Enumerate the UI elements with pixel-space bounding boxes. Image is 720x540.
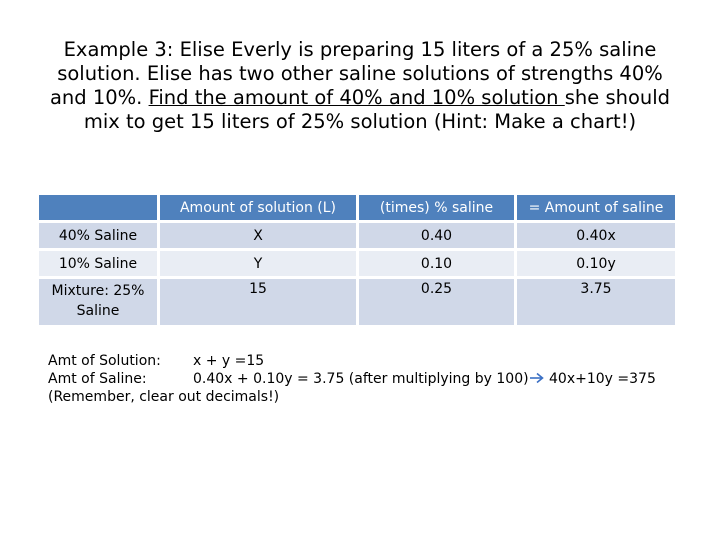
table-cell: 0.40 (359, 223, 514, 248)
row-label: 10% Saline (39, 251, 157, 276)
notes-label: Amt of Solution: (48, 353, 161, 369)
notes-equation: 0.40x + 0.10y = 3.75 (after multiplying by 100) (193, 371, 529, 387)
table-header-saline: = Amount of saline (517, 195, 675, 220)
notes-line-solution (48, 352, 656, 370)
table-cell: 15 (160, 279, 356, 325)
table-header-corner (39, 195, 157, 220)
table-cell: 3.75 (517, 279, 675, 325)
row-label: 40% Saline (39, 223, 157, 248)
table-cell: Y (160, 251, 356, 276)
table-header-row (39, 195, 675, 220)
problem-statement (40, 38, 680, 134)
saline-chart-table (36, 192, 678, 328)
notes-line-saline (48, 370, 656, 388)
table-cell: 0.40x (517, 223, 675, 248)
table-header-amount: Amount of solution (L) (160, 195, 356, 220)
notes-line-reminder: (Remember, clear out decimals!) (48, 389, 280, 405)
right-arrow-icon (529, 372, 545, 384)
table-row (39, 251, 675, 276)
problem-text-part1: Example 3: Elise Everly is preparing 15 liters of a 25% saline solution. Elise has two other saline solutions of strengths 40% and 10%. (49, 38, 663, 109)
notes-result: 40x+10y =375 (544, 371, 656, 387)
table-cell: X (160, 223, 356, 248)
notes-equation: x + y =15 (193, 353, 265, 369)
problem-text-underlined: Find the amount of 40% and 10% solution (148, 86, 565, 109)
solution-notes (48, 352, 656, 406)
problem-text-part2: she should mix to get 15 liters of 25% solution (Hint: Make a chart!) (83, 86, 671, 133)
row-label: Mixture: 25% Saline (39, 279, 157, 325)
table-cell: 0.25 (359, 279, 514, 325)
table-row (39, 223, 675, 248)
table-cell: 0.10y (517, 251, 675, 276)
notes-label: Amt of Saline: (48, 371, 147, 387)
table-header-percent: (times) % saline (359, 195, 514, 220)
table-row (39, 279, 675, 325)
table-cell: 0.10 (359, 251, 514, 276)
